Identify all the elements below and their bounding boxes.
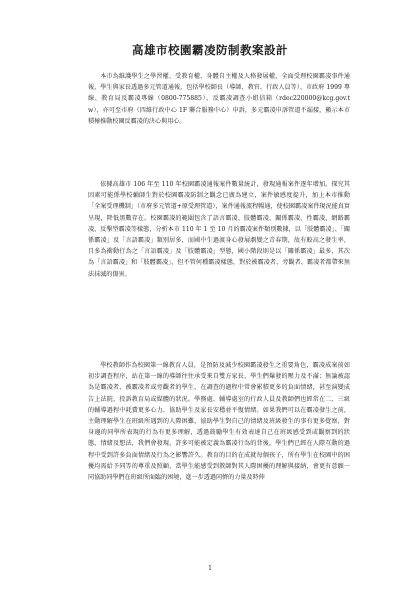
paragraph-teacher-role: 學校教師作為校園第一線教育人員，是預防及減少校園霸凌發生之重要角色，霸凌成案前如初步調查程序，站在第一線的導師往往承受來自雙方家長、學生們爆發的壓力及不滿；無論被認為是霸凌者、被霸凌者或旁觀者的學生，在調查的過程中常會累積更多的負面情緒，甚至演變成告上法院、投訴教育局或媒體的狀況。學務處、輔導處室的行政人員及教師們也經常在二、三級的輔導過程中耗費更多心力，協助學生及家長安穩並平復情緒。如果我們可以在霸凌發生之前，主動理解學生在班級所遇到的人際困難，協助學生對自己的情緒及班級發生的事有更多覺察，對身邊的同學所表現的行為有更多理解，透過鼓勵學生有效表達自己在班級感受到或觀察到的狀態、情緒及想法，我們會發現，許多可能被定義為霸凌行為的背後，學生們已經在人際互動的過程中受到許多負面情緒及行為之影響許久。教育的目的在成就每個孩子，所有學生在校園中的困擾均需給予同等的尊重及照顧，當學生能感受到教師對其人際困擾的理解與接納，會更有意願一同協助同學們在班級所面臨的困境，進一步透過同儕的力量及時伸 xyxy=(88,362,350,482)
paragraph-reporting-channels: 本市為維護學生之學習權、受教育權、身體自主權及人格發展權，全面受理校園霸凌事件通報，學生與家長透過多元管道通報，包括學校師長（導師、教官、行政人員等）、市政府 1999 專線、教育局反霸凌專線（0800-775885）、反霸凌調查小組信箱（rdec220000@kcg.gov.tw），亦可至市府（四維行政中心 1F 聯合服務中心）申訴，多元霸凌申訴管道不漏接，顯示本市積極推動校園反霸凌的決心與用心。 xyxy=(88,73,350,125)
paragraph-statistics: 依據高雄市 106 年至 110 年校園霸凌通報案件數量統計，發現通報案件逐年增加。探究其因素可能係學校輔師生對於校園霸凌防制之觀念已廣為建立，案件敏感度提升，加上本市推動「全案受理機制」（市府多元管道+原受理管道），案件通報流程暢通，使校園霸凌案件現況能真實呈現，降低黑數存在。校園霸凌的範圍包含了語言霸凌、肢體霸凌、關係霸凌、性霸凌、網路霸凌、反擊型霸凌等樣態，分析本市 110 年 1 至 10 月的霸凌案件類別數據，以「肢體霸凌」、「關係霸凌」及「言語霸凌」類別居多，而國中生過渡身心發展劇變之青春期，故有較高之發生率，且多為衝動行為之「言語霸凌」及「肢體霸凌」型態，國小階段則是以「關係霸凌」最多，其次為「言語霸凌」和「肢體霸凌」，但不管何種霸凌樣態，對於被霸凌者、旁觀者、霸凌者都帶來無法抹滅的傷害。 xyxy=(88,181,350,278)
page-number: 1 xyxy=(208,565,212,572)
document-title: 高雄市校園霸凌防制教案設計 xyxy=(132,43,288,57)
